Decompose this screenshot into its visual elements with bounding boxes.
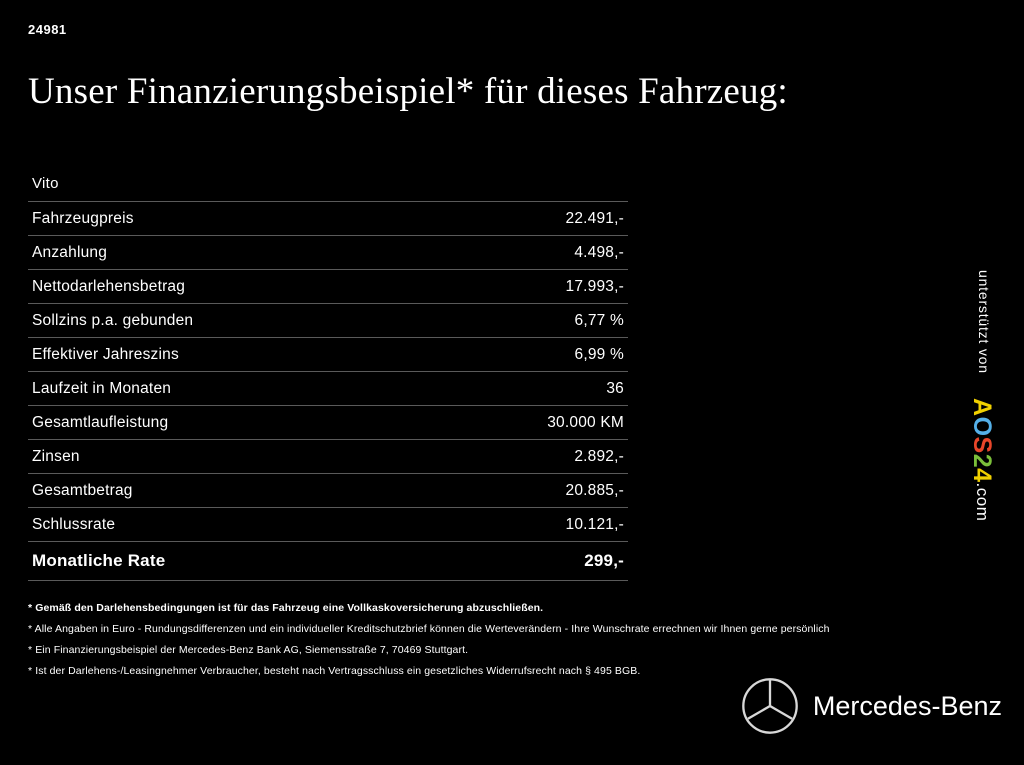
row-label: Sollzins p.a. gebunden — [32, 312, 194, 329]
supported-by-label: unterstützt von — [976, 270, 992, 374]
table-row — [28, 473, 628, 507]
brand-letter: 4 — [968, 468, 996, 483]
table-row — [28, 371, 628, 405]
row-value: 299,- — [584, 551, 624, 570]
mercedes-star-icon — [741, 677, 799, 735]
brand-letter: S — [968, 436, 996, 454]
table-row — [28, 303, 628, 337]
table-row-monthly-rate — [28, 541, 628, 581]
row-value: 2.892,- — [574, 448, 624, 465]
page-title: Unser Finanzierungsbeispiel* für dieses Fahrzeug: — [28, 71, 788, 112]
row-value: 4.498,- — [574, 244, 624, 261]
row-label: Fahrzeugpreis — [32, 210, 134, 227]
table-row — [28, 337, 628, 371]
footnote: * Ein Finanzierungsbeispiel der Mercedes-Benz Bank AG, Siemensstraße 7, 70469 Stuttgart. — [28, 644, 469, 656]
table-row — [28, 439, 628, 473]
table-row — [28, 507, 628, 541]
row-label: Schlussrate — [32, 516, 116, 533]
row-label: Nettodarlehensbetrag — [32, 278, 186, 295]
brand-letter: 2 — [968, 453, 996, 469]
reference-number: 24981 — [28, 22, 67, 37]
mercedes-benz-logo — [741, 677, 1002, 735]
row-label: Effektiver Jahreszins — [32, 346, 179, 363]
brand-letter: A — [968, 398, 996, 417]
row-value: 22.491,- — [565, 210, 624, 227]
aos24-brand-logo — [969, 398, 994, 521]
table-row — [28, 269, 628, 303]
footnote: * Alle Angaben in Euro - Rundungsdifferenzen und ein individueller Kreditschutzbrief können die Werteverändern - Ihre Wunschrate errechnen wir Ihnen gerne persönlich — [28, 623, 830, 635]
mercedes-benz-wordmark: Mercedes-Benz — [812, 690, 1002, 721]
row-value: 36 — [606, 380, 624, 397]
row-value: 20.885,- — [565, 482, 624, 499]
row-label: Gesamtbetrag — [32, 482, 133, 499]
financing-table — [28, 175, 628, 581]
row-label: Anzahlung — [32, 244, 108, 261]
footnote: * Ist der Darlehens-/Leasingnehmer Verbraucher, besteht nach Vertragsschluss ein gesetzliches Widerrufsrecht nach § 495 BGB. — [28, 665, 641, 677]
footnote: * Gemäß den Darlehensbedingungen ist für das Fahrzeug eine Vollkaskoversicherung abzuschließen. — [28, 602, 544, 614]
row-label: Zinsen — [32, 448, 80, 465]
row-value: 17.993,- — [565, 278, 624, 295]
row-value: 30.000 KM — [547, 414, 624, 431]
row-label: Monatliche Rate — [32, 551, 166, 570]
table-caption-vehicle-model: Vito — [32, 175, 59, 192]
brand-suffix: .com — [973, 482, 992, 522]
footnotes — [28, 598, 1003, 682]
table-row — [28, 405, 628, 439]
brand-letter: O — [968, 416, 996, 437]
table-row — [28, 201, 628, 235]
row-label: Laufzeit in Monaten — [32, 380, 172, 397]
row-value: 6,99 % — [574, 346, 624, 363]
table-row — [28, 235, 628, 269]
row-value: 10.121,- — [565, 516, 624, 533]
row-label: Gesamtlaufleistung — [32, 414, 169, 431]
row-value: 6,77 % — [574, 312, 624, 329]
